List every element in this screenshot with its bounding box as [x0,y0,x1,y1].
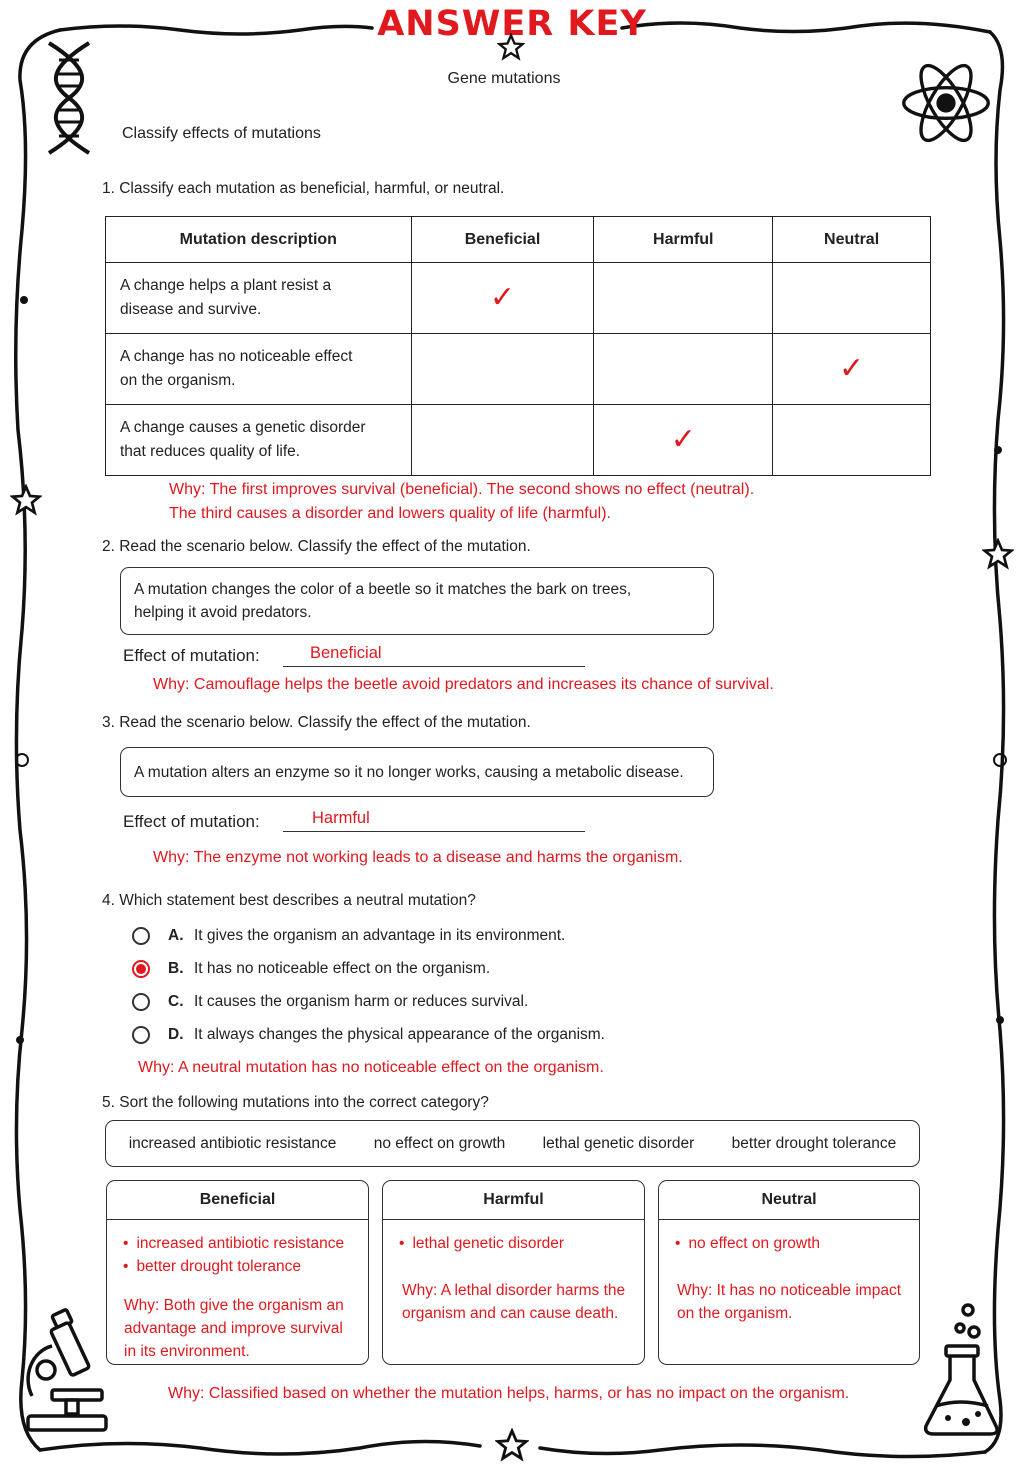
option-letter: D. [168,1026,184,1043]
word-bank-item[interactable]: lethal genetic disorder [542,1135,695,1152]
option-b[interactable] [132,957,490,981]
category-explanation: Why: It has no noticeable impact on the organism. [677,1282,902,1322]
category-title: Beneficial [107,1181,368,1220]
q2-effect-answer-field[interactable] [283,644,585,667]
harmful-cell[interactable] [594,263,773,334]
table-row [106,334,931,405]
q5-explanation: Why: Classified based on whether the mutation helps, harms, or has no impact on the organism. [168,1385,850,1402]
option-text: It gives the organism an advantage in its environment. [194,927,566,944]
star-icon [495,1428,529,1462]
category-item: • no effect on growth [677,1232,919,1255]
harmful-cell[interactable] [594,334,773,405]
flask-icon [920,1300,1002,1440]
explanation-line: Why: The first improves survival (beneficial). The second shows no effect (neutral). [169,481,755,498]
radio-button[interactable] [132,993,150,1011]
column-header: Harmful [594,217,773,263]
description-line: that reduces quality of life. [120,443,301,460]
q3-explanation: Why: The enzyme not working leads to a disease and harms the organism. [153,849,683,866]
option-d[interactable] [132,1023,605,1047]
description-line: A change causes a genetic disorder [120,419,366,436]
q2-prompt: 2. Read the scenario below. Classify the effect of the mutation. [102,538,531,555]
table-row [106,405,931,476]
column-header: Neutral [773,217,931,263]
q3-prompt: 3. Read the scenario below. Classify the effect of the mutation. [102,714,531,731]
category-items [383,1232,644,1255]
column-header: Beneficial [411,217,594,263]
category-explanation: Why: Both give the organism an advantage and improve survival in its environment. [124,1297,344,1360]
category-items [659,1232,919,1255]
q2-effect-answer: Beneficial [310,644,382,662]
word-bank [105,1120,920,1167]
check-mark-icon: ✓ [670,423,696,456]
neutral-cell[interactable] [773,334,931,405]
option-a[interactable] [132,924,565,948]
q5-prompt: 5. Sort the following mutations into the correct category? [102,1094,489,1111]
check-mark-icon: ✓ [839,352,865,385]
radio-button-selected[interactable] [132,960,150,978]
beneficial-cell[interactable] [411,405,594,476]
q1-explanation [169,478,754,526]
description-line: A change helps a plant resist a [120,277,332,294]
category-items [107,1232,368,1278]
category-title: Harmful [383,1181,644,1220]
beneficial-cell[interactable] [411,263,594,334]
q2-explanation: Why: Camouflage helps the beetle avoid predators and increases its chance of survival. [153,676,774,693]
q1-prompt: 1. Classify each mutation as beneficial, harmful, or neutral. [102,180,505,197]
category-harmful[interactable] [382,1180,645,1365]
category-beneficial[interactable] [106,1180,369,1365]
neutral-cell[interactable] [773,263,931,334]
scenario-line: A mutation changes the color of a beetle so it matches the bark on trees, [134,581,632,598]
option-text: It always changes the physical appearance of the organism. [194,1026,605,1043]
category-item: • lethal genetic disorder [401,1232,644,1255]
answer-key-title: ANSWER KEY [377,4,647,44]
star-icon [982,538,1014,570]
option-c[interactable] [132,990,528,1014]
q2-effect-label: Effect of mutation: [123,646,260,665]
star-icon [497,33,525,61]
table-header-row [106,217,931,263]
category-title: Neutral [659,1181,919,1220]
column-header: Mutation description [106,217,412,263]
radio-button[interactable] [132,927,150,945]
category-item: • increased antibiotic resistance [125,1232,368,1255]
category-item: • better drought tolerance [125,1255,368,1278]
neutral-cell[interactable] [773,405,931,476]
border-right [985,32,1004,1452]
option-text: It has no noticeable effect on the organism. [194,960,491,977]
beneficial-cell[interactable] [411,334,594,405]
option-letter: C. [168,993,184,1010]
mutation-description [106,263,412,334]
star-icon [10,484,42,516]
harmful-cell[interactable] [594,405,773,476]
border-left [16,30,60,1450]
microscope-icon [22,1306,110,1438]
q3-effect-answer-field[interactable] [283,809,585,832]
word-bank-item[interactable]: better drought tolerance [731,1135,897,1152]
worksheet-subtitle: Gene mutations [447,70,561,87]
explanation-line: The third causes a disorder and lowers quality of life (harmful). [169,505,611,522]
radio-dot [136,964,146,974]
word-bank-item[interactable]: increased antibiotic resistance [128,1135,337,1152]
dna-icon [38,38,100,158]
category-neutral[interactable] [658,1180,920,1365]
category-explanation: Why: A lethal disorder harms the organism and can cause death. [402,1282,626,1322]
option-letter: B. [168,960,184,977]
description-line: on the organism. [120,372,236,389]
table-row [106,263,931,334]
q2-scenario-box [120,567,714,635]
description-line: A change has no noticeable effect [120,348,353,365]
q3-effect-answer: Harmful [312,809,370,827]
mutation-table [105,216,931,476]
radio-button[interactable] [132,1026,150,1044]
option-text: It causes the organism harm or reduces survival. [194,993,529,1010]
q3-effect-label: Effect of mutation: [123,812,260,831]
section-title: Classify effects of mutations [122,125,321,142]
option-letter: A. [168,927,184,944]
mutation-description [106,334,412,405]
scenario-line: A mutation alters an enzyme so it no longer works, causing a metabolic disease. [134,764,684,781]
check-mark-icon: ✓ [489,281,516,314]
mutation-description [106,405,412,476]
description-line: disease and survive. [120,301,262,318]
q4-explanation: Why: A neutral mutation has no noticeable effect on the organism. [138,1059,604,1076]
q3-scenario-box [120,747,714,797]
scenario-line: helping it avoid predators. [134,604,312,621]
word-bank-item[interactable]: no effect on growth [373,1135,506,1152]
q4-prompt: 4. Which statement best describes a neutral mutation? [102,892,476,909]
